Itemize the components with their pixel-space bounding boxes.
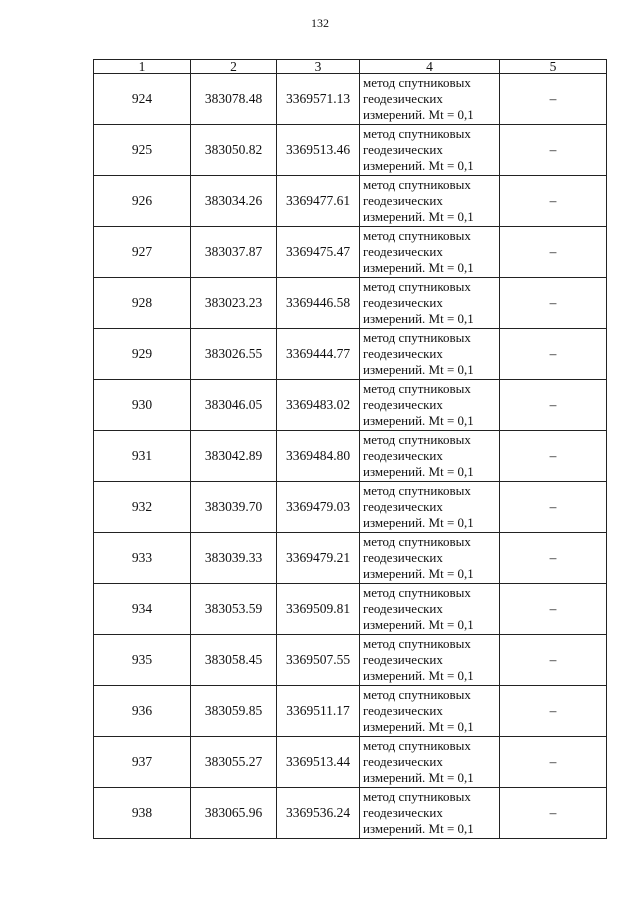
- page-number: 132: [311, 16, 329, 30]
- x-coordinate-cell: 383039.70: [191, 482, 277, 533]
- table-row: [94, 686, 607, 737]
- x-coordinate-cell: 383037.87: [191, 227, 277, 278]
- y-coordinate-cell: 3369571.13: [277, 74, 360, 125]
- y-coordinate-cell: 3369507.55: [277, 635, 360, 686]
- method-description-cell: метод спутниковых геодезических измерений. Mt = 0,1: [360, 737, 500, 788]
- y-coordinate-cell: 3369475.47: [277, 227, 360, 278]
- point-number-cell: 938: [94, 788, 191, 839]
- note-cell: –: [500, 686, 607, 737]
- table-header: [94, 60, 607, 74]
- y-coordinate-cell: 3369513.46: [277, 125, 360, 176]
- method-description-cell: метод спутниковых геодезических измерений. Mt = 0,1: [360, 380, 500, 431]
- table-row: [94, 788, 607, 839]
- note-cell: –: [500, 125, 607, 176]
- point-number-cell: 933: [94, 533, 191, 584]
- column-header: 5: [500, 60, 607, 74]
- table-row: [94, 584, 607, 635]
- x-coordinate-cell: 383059.85: [191, 686, 277, 737]
- table-row: [94, 278, 607, 329]
- x-coordinate-cell: 383042.89: [191, 431, 277, 482]
- note-cell: –: [500, 533, 607, 584]
- column-header: 3: [277, 60, 360, 74]
- note-cell: –: [500, 278, 607, 329]
- point-number-cell: 932: [94, 482, 191, 533]
- point-number-cell: 937: [94, 737, 191, 788]
- point-number-cell: 929: [94, 329, 191, 380]
- point-number-cell: 924: [94, 74, 191, 125]
- note-cell: –: [500, 176, 607, 227]
- point-number-cell: 935: [94, 635, 191, 686]
- table-row: [94, 227, 607, 278]
- method-description-cell: метод спутниковых геодезических измерений. Mt = 0,1: [360, 533, 500, 584]
- table-row: [94, 431, 607, 482]
- method-description-cell: метод спутниковых геодезических измерений. Mt = 0,1: [360, 431, 500, 482]
- x-coordinate-cell: 383055.27: [191, 737, 277, 788]
- point-number-cell: 926: [94, 176, 191, 227]
- y-coordinate-cell: 3369511.17: [277, 686, 360, 737]
- column-header: 1: [94, 60, 191, 74]
- x-coordinate-cell: 383078.48: [191, 74, 277, 125]
- point-number-cell: 927: [94, 227, 191, 278]
- point-number-cell: 928: [94, 278, 191, 329]
- method-description-cell: метод спутниковых геодезических измерений. Mt = 0,1: [360, 584, 500, 635]
- point-number-cell: 925: [94, 125, 191, 176]
- y-coordinate-cell: 3369536.24: [277, 788, 360, 839]
- table-row: [94, 737, 607, 788]
- y-coordinate-cell: 3369484.80: [277, 431, 360, 482]
- y-coordinate-cell: 3369483.02: [277, 380, 360, 431]
- x-coordinate-cell: 383034.26: [191, 176, 277, 227]
- method-description-cell: метод спутниковых геодезических измерений. Mt = 0,1: [360, 125, 500, 176]
- x-coordinate-cell: 383053.59: [191, 584, 277, 635]
- table-row: [94, 329, 607, 380]
- y-coordinate-cell: 3369513.44: [277, 737, 360, 788]
- header-row: [94, 60, 607, 74]
- table-row: [94, 125, 607, 176]
- method-description-cell: метод спутниковых геодезических измерений. Mt = 0,1: [360, 635, 500, 686]
- x-coordinate-cell: 383050.82: [191, 125, 277, 176]
- method-description-cell: метод спутниковых геодезических измерений. Mt = 0,1: [360, 278, 500, 329]
- method-description-cell: метод спутниковых геодезических измерений. Mt = 0,1: [360, 788, 500, 839]
- x-coordinate-cell: 383065.96: [191, 788, 277, 839]
- x-coordinate-cell: 383026.55: [191, 329, 277, 380]
- method-description-cell: метод спутниковых геодезических измерений. Mt = 0,1: [360, 176, 500, 227]
- method-description-cell: метод спутниковых геодезических измерений. Mt = 0,1: [360, 329, 500, 380]
- x-coordinate-cell: 383046.05: [191, 380, 277, 431]
- table-row: [94, 482, 607, 533]
- y-coordinate-cell: 3369477.61: [277, 176, 360, 227]
- coordinates-table: [93, 59, 607, 839]
- column-header: 4: [360, 60, 500, 74]
- table-row: [94, 635, 607, 686]
- note-cell: –: [500, 584, 607, 635]
- method-description-cell: метод спутниковых геодезических измерений. Mt = 0,1: [360, 686, 500, 737]
- note-cell: –: [500, 380, 607, 431]
- x-coordinate-cell: 383058.45: [191, 635, 277, 686]
- method-description-cell: метод спутниковых геодезических измерений. Mt = 0,1: [360, 482, 500, 533]
- method-description-cell: метод спутниковых геодезических измерений. Mt = 0,1: [360, 74, 500, 125]
- column-header: 2: [191, 60, 277, 74]
- method-description-cell: метод спутниковых геодезических измерений. Mt = 0,1: [360, 227, 500, 278]
- x-coordinate-cell: 383039.33: [191, 533, 277, 584]
- note-cell: –: [500, 227, 607, 278]
- y-coordinate-cell: 3369446.58: [277, 278, 360, 329]
- table-body: [94, 74, 607, 839]
- table-row: [94, 533, 607, 584]
- y-coordinate-cell: 3369479.21: [277, 533, 360, 584]
- note-cell: –: [500, 431, 607, 482]
- y-coordinate-cell: 3369444.77: [277, 329, 360, 380]
- table-row: [94, 74, 607, 125]
- point-number-cell: 930: [94, 380, 191, 431]
- note-cell: –: [500, 788, 607, 839]
- x-coordinate-cell: 383023.23: [191, 278, 277, 329]
- point-number-cell: 936: [94, 686, 191, 737]
- note-cell: –: [500, 329, 607, 380]
- note-cell: –: [500, 74, 607, 125]
- y-coordinate-cell: 3369509.81: [277, 584, 360, 635]
- point-number-cell: 931: [94, 431, 191, 482]
- note-cell: –: [500, 737, 607, 788]
- note-cell: –: [500, 482, 607, 533]
- point-number-cell: 934: [94, 584, 191, 635]
- table-row: [94, 176, 607, 227]
- note-cell: –: [500, 635, 607, 686]
- y-coordinate-cell: 3369479.03: [277, 482, 360, 533]
- table-row: [94, 380, 607, 431]
